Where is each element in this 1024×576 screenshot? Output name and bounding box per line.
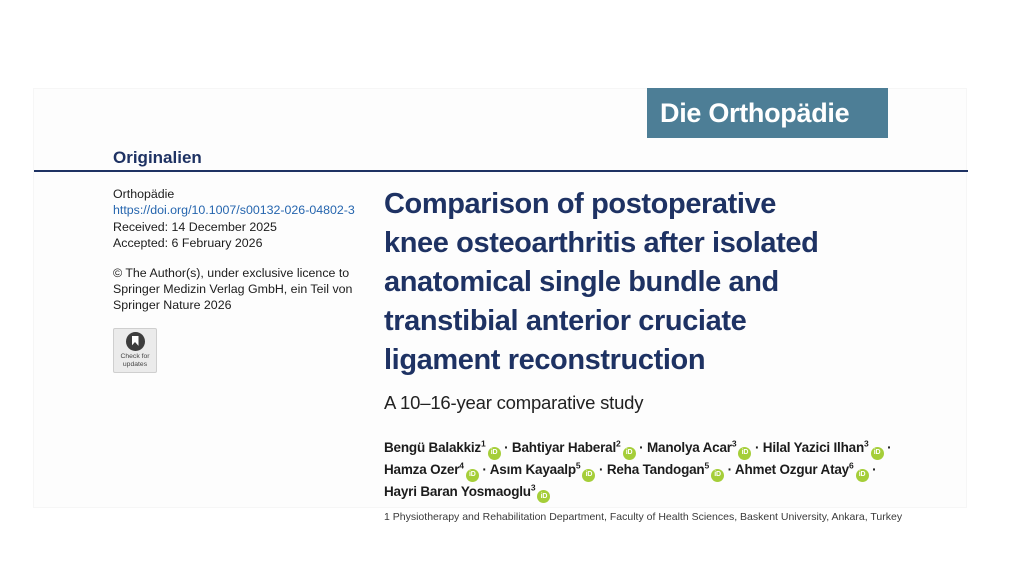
author-affiliation-superscript: 1	[480, 438, 486, 449]
article-title-line: anatomical single bundle and	[384, 266, 779, 298]
author-line	[384, 438, 950, 460]
orcid-icon[interactable]: iD	[537, 490, 550, 503]
author-affiliation-superscript: 2	[616, 438, 621, 449]
author-name: Hayri Baran Yosmaoglu	[384, 483, 531, 499]
author-affiliation-superscript: 5	[704, 460, 710, 471]
orcid-icon[interactable]: iD	[582, 469, 595, 482]
author-affiliation-superscript: 6	[848, 460, 854, 471]
author-name: Manolya Acar	[646, 440, 732, 455]
journal-banner-title: Die Orthopädie	[660, 97, 850, 128]
article-meta-column	[113, 186, 375, 373]
copyright-notice: © The Author(s), under exclusive licence to Springer Medizin Verlag GmbH, ein Teil von Springer Nature 2026	[113, 265, 353, 313]
author-list	[384, 438, 950, 503]
author-name: Ahmet Ozgur Atay	[734, 461, 849, 477]
section-heading: Originalien	[113, 148, 202, 167]
author-separator: ·	[478, 461, 490, 477]
author-affiliation-superscript: 3	[530, 482, 536, 492]
article-subtitle: A 10–16-year comparative study	[384, 392, 644, 413]
author-separator: ·	[868, 461, 877, 477]
orcid-icon[interactable]: iD	[711, 469, 724, 482]
crossmark-icon	[126, 332, 145, 351]
article-title-line: Comparison of postoperative	[384, 188, 777, 220]
orcid-icon[interactable]: iD	[466, 469, 479, 482]
author-name: Bengü Balakkiz	[384, 440, 481, 455]
affiliation-line-clipped: 1 Physiotherapy and Rehabilitation Department, Faculty of Health Sciences, Baskent University, Ankara, Turkey	[384, 511, 903, 524]
author-separator: ·	[751, 440, 763, 455]
author-separator: ·	[595, 461, 607, 477]
article-title-line: knee osteoarthritis after isolated	[384, 227, 819, 259]
article-title-line: ligament reconstruction	[384, 344, 706, 376]
author-name: Bahtiyar Haberal	[511, 440, 617, 455]
article-header-column	[384, 185, 950, 524]
article-title-line: transtibial anterior cruciate	[384, 305, 747, 337]
orcid-icon[interactable]: iD	[738, 447, 751, 460]
check-for-updates-badge[interactable]	[113, 328, 157, 373]
author-line	[384, 460, 950, 482]
author-name: Asım Kayaalp	[489, 461, 576, 477]
article-title	[384, 185, 950, 380]
author-name: Hamza Ozer	[384, 461, 460, 477]
orcid-icon[interactable]: iD	[871, 447, 884, 460]
author-affiliation-superscript: 3	[864, 438, 869, 449]
author-name: Hilal Yazici Ilhan	[762, 440, 864, 455]
author-affiliation-superscript: 5	[575, 460, 581, 471]
article-first-page	[33, 88, 967, 524]
bookmark-ribbon-icon	[132, 336, 139, 346]
orcid-icon[interactable]: iD	[623, 447, 636, 460]
author-name: Reha Tandogan	[606, 461, 705, 477]
author-separator: ·	[635, 440, 647, 455]
doi-link[interactable]: https://doi.org/10.1007/s00132-026-04802-3	[113, 203, 355, 218]
author-affiliation-superscript: 4	[459, 460, 464, 471]
header-rule	[34, 170, 968, 172]
accepted-date: Accepted: 6 February 2026	[113, 236, 263, 251]
check-for-updates-label: Check for updates	[120, 352, 150, 368]
journal-banner	[647, 88, 888, 138]
author-separator: ·	[724, 461, 735, 477]
author-separator: ·	[500, 440, 512, 455]
author-affiliation-superscript: 3	[731, 438, 737, 449]
orcid-icon[interactable]: iD	[856, 469, 869, 482]
journal-name: Orthopädie	[113, 187, 175, 201]
received-date: Received: 14 December 2025	[113, 219, 277, 234]
author-separator: ·	[883, 440, 892, 455]
orcid-icon[interactable]: iD	[488, 447, 501, 460]
